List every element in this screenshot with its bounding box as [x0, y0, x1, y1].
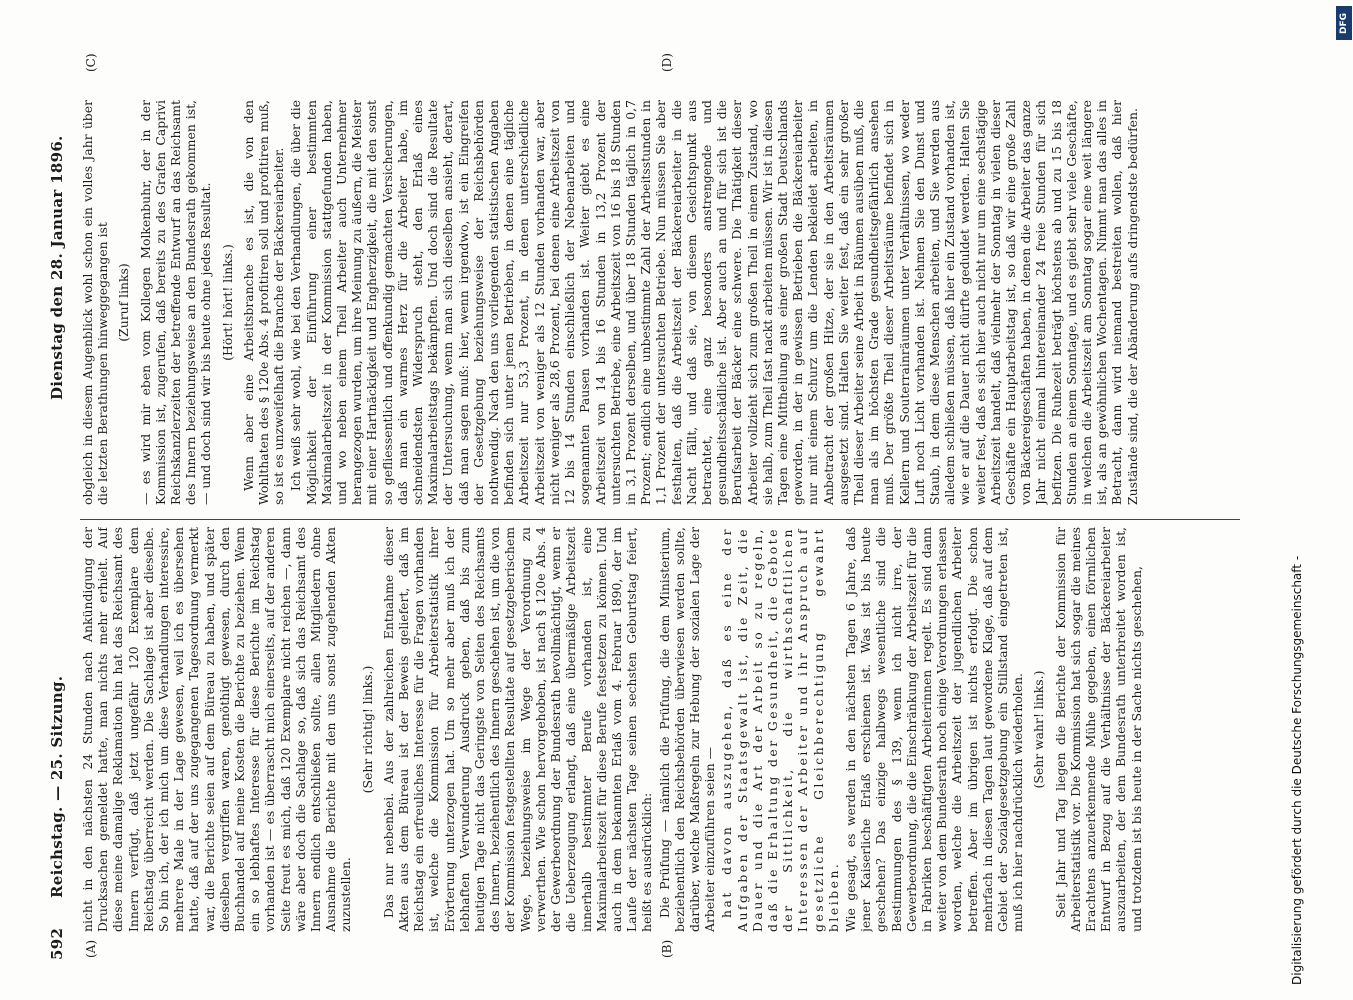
text-column-left [80, 527, 1260, 932]
paragraph: Wenn aber eine Arbeitsbranche es ist, die von den Wohlthaten des § 120e Abs. 4 profitiren soll und profitiren muß, so ist es unzweifelhaft die Branche der Bäckereiarbeiter. [240, 100, 287, 505]
interjection: (Sehr wahr! links.) [1031, 670, 1047, 789]
column-divider [80, 519, 1240, 520]
paragraph: Ich weiß sehr wohl, wie bei den Verhandlungen, die über die Möglichkeit der Einführung einer bestimmten Maximalarbeitszeit in der Kommission stattgefunden haben, und wo neben einem Theil Arbeiter auch Unternehmer herangezogen wurden, um ihre Meinung zu äußern, die Meister mit einer Hartnäckigkeit und Engherzigkeit, die mit den sonst so gefliessentlich und offenkundig gemachten Versicherungen, daß man ein warmes Herz für die Arbeiter habe, im schneidendsten Widerspruch steht, den Erlaß eines Maximalarbeitstags bekämpften. Und doch sind die Resultate der Untersuchung, wenn man sich dieselben ansieht, derart, daß man sagen muß: hier, wenn irgendwo, ist ein Eingreifen der Gesetzgebung beziehungsweise der Reichsbehörden nothwendig. Nach den uns vorliegenden statistischen Angaben befinden sich unter jenen Betrieben, in denen eine tägliche Arbeitszeit nur 53,3 Prozent, in denen unterschiedliche Arbeitszeit von weniger als 12 Stunden vorhanden war, aber nicht weniger als 28,6 Prozent, bei denen eine Arbeitszeit von 12 bis 14 Stunden einschließlich der Nebenarbeiten und sogenannten Pausen vorhanden ist. Weiter giebt es eine Arbeitszeit von 14 bis 16 Stunden in 13,2 Prozent der untersuchten Betriebe, eine Arbeitszeit von 16 bis 18 Stunden in 3,1 Prozent derselben, und über 18 Stunden täglich in 0,7 Prozent; endlich eine unbestimmte Zahl der Arbeitsstunden in 1,1 Prozent der untersuchten Betriebe. Nun müssen Sie aber festhalten, daß die Arbeitszeit der Bäckereiarbeiter in die Nacht fällt, und daß sie, von diesem Gesichtspunkt aus betrachtet, eine ganz besonders anstrengende und gesundheitsschädliche ist. Aber auch an und für sich ist die Berufsarbeit der Bäcker eine schwere. Die Thätigkeit dieser Arbeiter vollzieht sich zum großen Theil in einem Zustand, wo sie halb, zum Theil fast nackt arbeiten müssen. Wir ist in diesen Tagen eine Mittheilung aus einer großen Stadt Deutschlands geworden, in der in gewissen Betrieben die Bäckereiarbeiter nur mit einem Schurz um die Lenden bekleidet arbeiten, in Anbetracht der großen Hitze, der sie in den Arbeitsräumen ausgesetzt sind. Halten Sie weiter fest, daß ein sehr großer Theil dieser Arbeiter seine Arbeit in Räumen ausüben muß, die man als im höchsten Grade gesundheitsgefährlich ansehen muß. Der größte Theil dieser Arbeitsräume befindet sich in Kellern und Souterrainräumen unter Verhältnissen, wo weder Luft noch Licht vorhanden ist. Nehmen Sie den Dunst und Staub, in dem diese Menschen arbeiten, und Sie werden aus alledem schließen müssen, daß hier ein Zustand vorhanden ist, wie er auf die Dauer nicht dürfte geduldet werden. Halten Sie weiter fest, daß es sich hier auch nicht nur um eine sechstägige Arbeitszeit handelt, daß vielmehr der Sonntag in vielen dieser Geschäfte ein Hauptarbeitstag ist, so daß wir eine große Zahl von Bäckereigeschäften haben, in denen die Arbeiter das ganze Jahr nicht einmal hintereinander 24 freie Stunden für sich befitzen. Die Ruhezeit beträgt höchstens ab und zu 15 bis 18 Stunden an einem Sonntage, und es giebt sehr viele Geschäfte, in welchen die Arbeitszeit am Sonntag sogar eine weit längere ist, als an gewöhnlichen Wochentagen. Nimmt man das alles in Betracht, dann wird niemand bestreiten wollen, daß hier Zustände sind, die der Abänderung aufs dringendste bedürfen. [288, 100, 1140, 505]
paragraph: — es wird mir eben vom Kollegen Molkenbuhr, der in der Kommission ist, zugerufen, daß bereits zu des Grafen Caprivi Reichskanzlerzeiten der betreffende Entwurf an das Reichsamt des Innern beziehungsweise an den Bundesrath gekommen ist, — und doch sind wir bis heute ohne jedes Resultat. [137, 100, 214, 505]
interjection: (Zuruf links) [116, 263, 132, 342]
quotation: hat davon auszugehen, daß es eine der Aufgaben der Staatsgewalt ist, die Zeit, die Dauer und die Art der Arbeit so zu regeln, daß die Erhaltung der Gesundheit, die Gebote der Sittlichkeit, die wirthschaftlichen Interessen der Arbeiter und ihr Anspruch auf gesetzliche Gleichberechtigung gewahrt bleiben. [719, 527, 841, 932]
session-date: Dienstag den 28. Januar 1896. [48, 135, 66, 400]
page-number: 592 [48, 927, 66, 960]
quotation-intro: Die Prüfung — nämlich die Prüfung, die dem Ministerium, beziehentlich den Reichsbehörden überwiesen werden sollte, darüber, welche Maßregeln zur Hebung der sozialen Lage der Arbeiter einzuführen seien — [656, 527, 718, 932]
rotated-page-content [40, 40, 1290, 960]
margin-marker-c: (C) [84, 53, 98, 72]
dfg-logo: DFG [1336, 6, 1352, 40]
paragraph: Seit Jahr und Tag liegen die Berichte der Kommission für Arbeiterstatistik vor. Die Kommission hat sich sogar die meines Erachtens anzuerkennende Mühe gegeben, einen förmlichen Entwurf in Bezug auf die Verhältnisse der Bäckereiarbeiter auszuarbeiten, der dem Bundesrath unterbreitet worden ist, und trotzdem ist bis heute in der Sache nichts geschehen, [1052, 527, 1144, 932]
margin-marker-b: (B) [660, 939, 674, 958]
digitization-credit: Digitalisierung gefördert durch die Deutsche Forschungsgemeinschaft - [1290, 555, 1304, 985]
margin-marker-a: (A) [84, 939, 98, 958]
running-header [40, 40, 74, 960]
paragraph: Wie gesagt, es werden in den nächsten Tagen 6 Jahre, daß jener Kaiserliche Erlaß erschienen ist. Was ist bis heute geschehen? Das einzige halbwegs wesentliche sind die Bestimmungen des § 139, wenn ich nicht irre, der Gewerbeordnung, die die Einschränkung der Arbeitszeit für die in Fabriken beschäftigten Arbeiterinnen regelt. Es sind dann weiter von dem Bundesrath noch einige Verordnungen erlassen worden, welche die Arbeitszeit der jugendlichen Arbeiter betreffen. Aber im übrigen ist nichts erfolgt. Die schon mehrfach in diesen Tagen laut gewordene Klage, daß auf dem Gebiet der Sozialgesetzgebung ein Stillstand eingetreten ist, muß ich hier nachdrücklich wiederholen. [842, 527, 1026, 932]
margin-marker-d: (D) [660, 53, 674, 72]
text-column-right [80, 100, 1260, 505]
paragraph: nicht in den nächsten 24 Stunden nach Ankündigung der Drucksachen gemeldet hatte, man nichts mehr erhielt. Auf diese meine damalige Reklamation hin hat das Reichsamt des Innern verfügt, daß jetzt ungefähr 120 Exemplare dem Reichstag überreicht werden. Die Sachlage ist aber dieselbe. So bin ich, der ich mich um diese Verhandlungen interessire, mehrere Male in der Lage gewesen, weil ich es übersehen hatte, daß auf der uns zugegangenen Tagesordnung vermerkt war, die Berichte seien auf dem Büreau zu haben, und später dieselben vergriffen waren, genöthigt gewesen, durch den Buchhandel auf meine Kosten die Berichte zu beziehen. Wenn ein so lebhaftes Interesse für diese Berichte im Reichstag vorhanden ist — es überrascht mich einerseits, auf der anderen Seite freut es mich, daß 120 Exemplare nicht reichen —, dann wäre aber doch die Sachlage so, daß sich das Reichsamt des Innern endlich entschließen sollte, allen Mitgliedern ohne Ausnahme die Berichte mit den uns sonst zugehenden Akten zuzustellen. [80, 527, 354, 932]
interjection: (Hört! hört! links.) [219, 244, 235, 361]
paragraph: Das nur nebenbei. Aus der zahlreichen Entnahme dieser Akten aus dem Büreau ist der Beweis geliefert, daß im Reichstag ein erfreuliches Interesse für die Fragen vorhanden ist, welche die Kommission für Arbeiterstatistik ihrer Erörterung unterzogen hat. Um so mehr aber muß ich der lebhaften Verwunderung Ausdruck geben, daß bis zum heutigen Tage nicht das Geringste von Seiten des Reichsamts des Innern, beziehentlich des Innern geschehen ist, um die von der Kommission festgestellten Resultate auf gesetzgeberischem Wege, beziehungsweise im Wege der Verordnung zu verwerthen. Wie schon hervorgehoben, ist nach § 120e Abs. 4 der Gewerbeordnung der Bundesrath bevollmächtigt, wenn er die Ueberzeugung erlangt, daß eine übermäßige Arbeitszeit innerhalb bestimmter Berufe vorhanden ist, eine Maximalarbeitszeit für diese Berufe festsetzen zu können. Und auch in dem bekannten Erlaß vom 4. Februar 1890, der im Laufe der nächsten Tage seinen sechsten Geburtstag feiert, heißt es ausdrücklich: [380, 527, 655, 932]
interjection: (Sehr richtig! links.) [359, 665, 375, 794]
session-title: Reichstag. — 25. Sitzung. [48, 675, 66, 898]
paragraph: obgleich in diesem Augenblick wohl schon ein volles Jahr über die letzten Berathungen hinweggegangen ist [80, 100, 111, 505]
